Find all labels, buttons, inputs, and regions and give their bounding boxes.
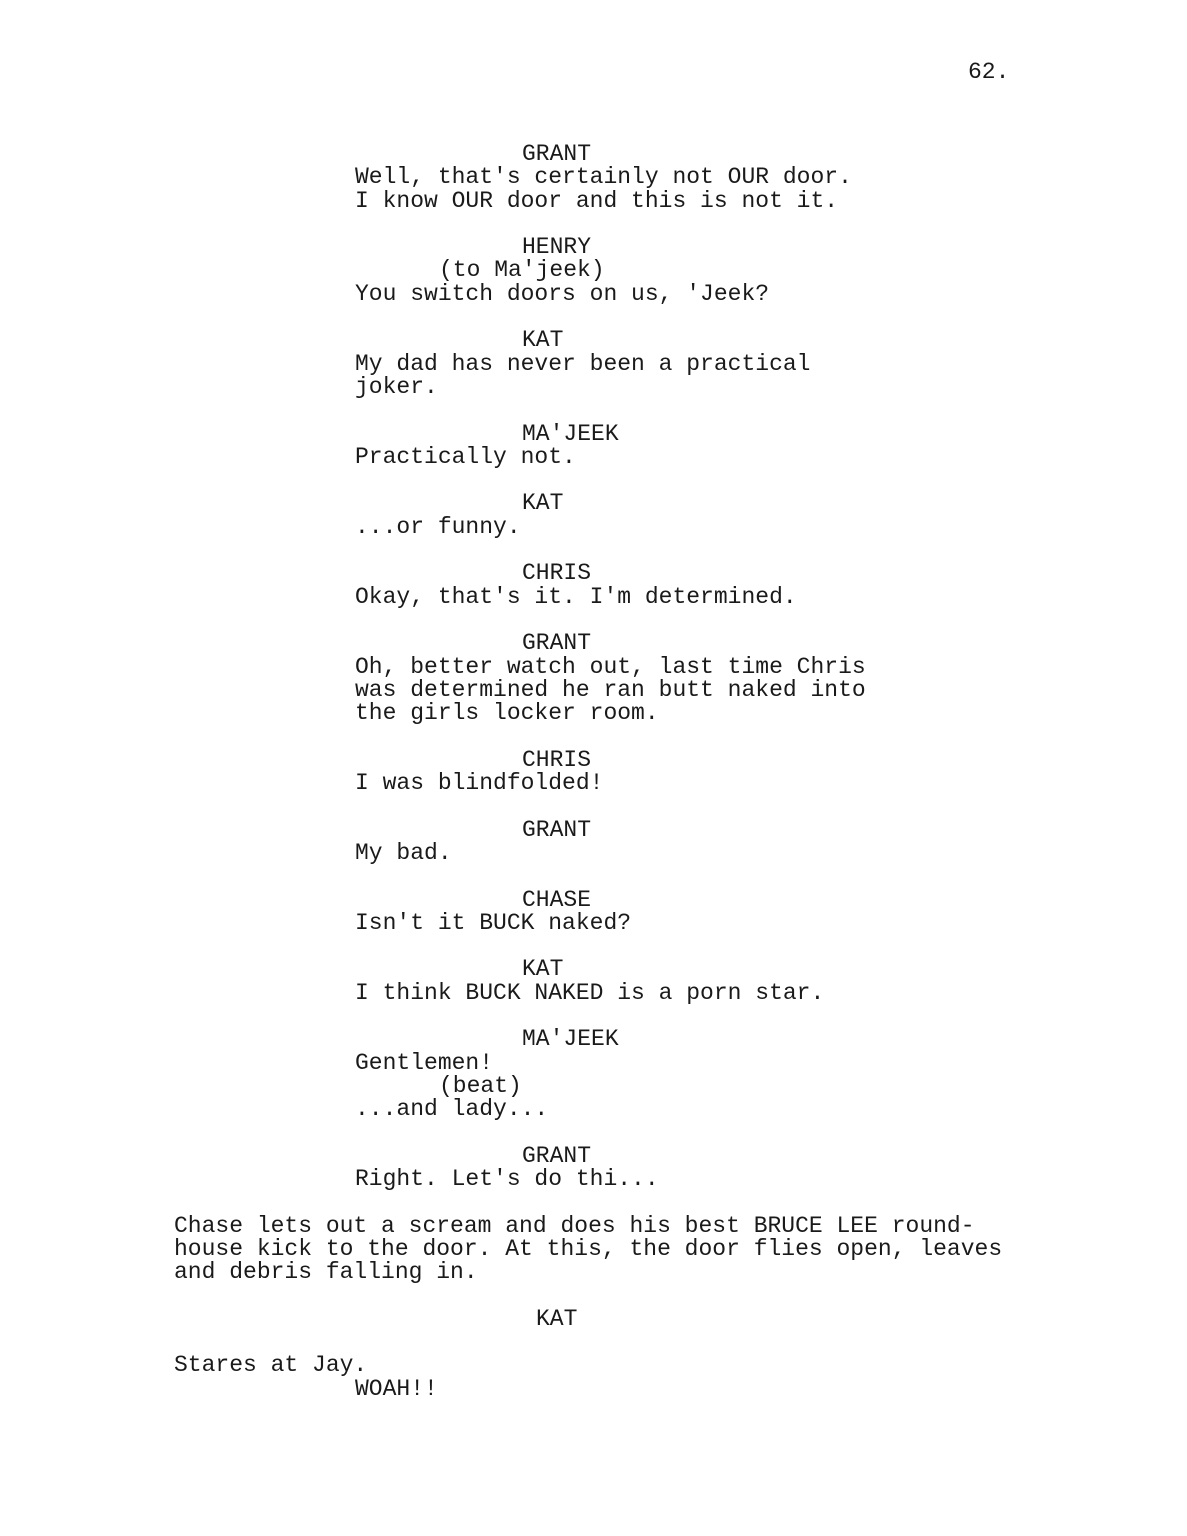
dialogue-line: I think BUCK NAKED is a porn star.	[355, 979, 825, 1006]
dialogue-line: Practically not.	[355, 443, 576, 470]
character-name: KAT	[522, 327, 564, 354]
character-name: CHRIS	[522, 746, 592, 773]
character-name: KAT	[522, 956, 564, 983]
character-name: CHASE	[522, 886, 592, 913]
dialogue-line: Well, that's certainly not OUR door.	[355, 164, 852, 191]
action-line: Stares at Jay.	[174, 1352, 368, 1379]
dialogue-block-grant	[0, 632, 1187, 725]
dialogue-line: Right. Let's do thi...	[355, 1166, 659, 1193]
action-block	[0, 1212, 1187, 1286]
screenplay-body	[0, 143, 1187, 1424]
dialogue-block-kat	[0, 329, 1187, 399]
dialogue-block-kat	[0, 958, 1187, 1005]
character-name: KAT	[522, 490, 564, 517]
dialogue-line: Okay, that's it. I'm determined.	[355, 583, 797, 610]
dialogue-line: ...and lady...	[355, 1096, 549, 1123]
dialogue-line: Gentlemen!	[355, 1049, 494, 1076]
character-name: KAT	[536, 1305, 578, 1332]
parenthetical: (beat)	[439, 1072, 522, 1099]
dialogue-block-grant	[0, 816, 1187, 866]
dialogue-block-majeek	[0, 420, 1187, 470]
parenthetical: (to Ma'jeek)	[439, 257, 605, 284]
dialogue-line: joker.	[355, 373, 438, 400]
spacer	[0, 1331, 1187, 1354]
character-name: GRANT	[522, 816, 592, 843]
dialogue-line: Isn't it BUCK naked?	[355, 909, 632, 936]
action-line: house kick to the door. At this, the door flies open, leaves	[174, 1235, 1003, 1262]
dialogue-block-majeek	[0, 1028, 1187, 1121]
dialogue-line: the girls locker room.	[355, 700, 659, 727]
dialogue-line: was determined he ran butt naked into	[355, 676, 866, 703]
character-name: HENRY	[522, 234, 592, 261]
dialogue-block-chris	[0, 746, 1187, 797]
dialogue-line: I know OUR door and this is not it.	[355, 187, 839, 214]
page-number: 62.	[968, 59, 1010, 85]
character-name: GRANT	[522, 630, 592, 657]
dialogue-line: WOAH!!	[355, 1375, 438, 1402]
final-block-kat	[0, 1305, 1187, 1402]
dialogue-block-henry	[0, 236, 1187, 306]
dialogue-line: I was blindfolded!	[355, 770, 604, 797]
character-name: MA'JEEK	[522, 420, 619, 447]
action-line: Chase lets out a scream and does his best BRUCE LEE round-	[174, 1212, 975, 1239]
action-line: and debris falling in.	[174, 1259, 478, 1286]
dialogue-block-kat	[0, 492, 1187, 539]
dialogue-block-chase	[0, 886, 1187, 936]
dialogue-line: Oh, better watch out, last time Chris	[355, 653, 866, 680]
dialogue-line: ...or funny.	[355, 513, 521, 540]
character-name: GRANT	[522, 1142, 592, 1169]
character-name: MA'JEEK	[522, 1026, 619, 1053]
dialogue-block-grant	[0, 1142, 1187, 1193]
dialogue-block-chris	[0, 562, 1187, 609]
character-name: CHRIS	[522, 560, 592, 587]
dialogue-block-grant	[0, 143, 1187, 213]
character-name: GRANT	[522, 141, 592, 167]
dialogue-line: You switch doors on us, 'Jeek?	[355, 280, 770, 307]
dialogue-line: My bad.	[355, 839, 452, 866]
dialogue-line: My dad has never been a practical	[355, 350, 811, 377]
